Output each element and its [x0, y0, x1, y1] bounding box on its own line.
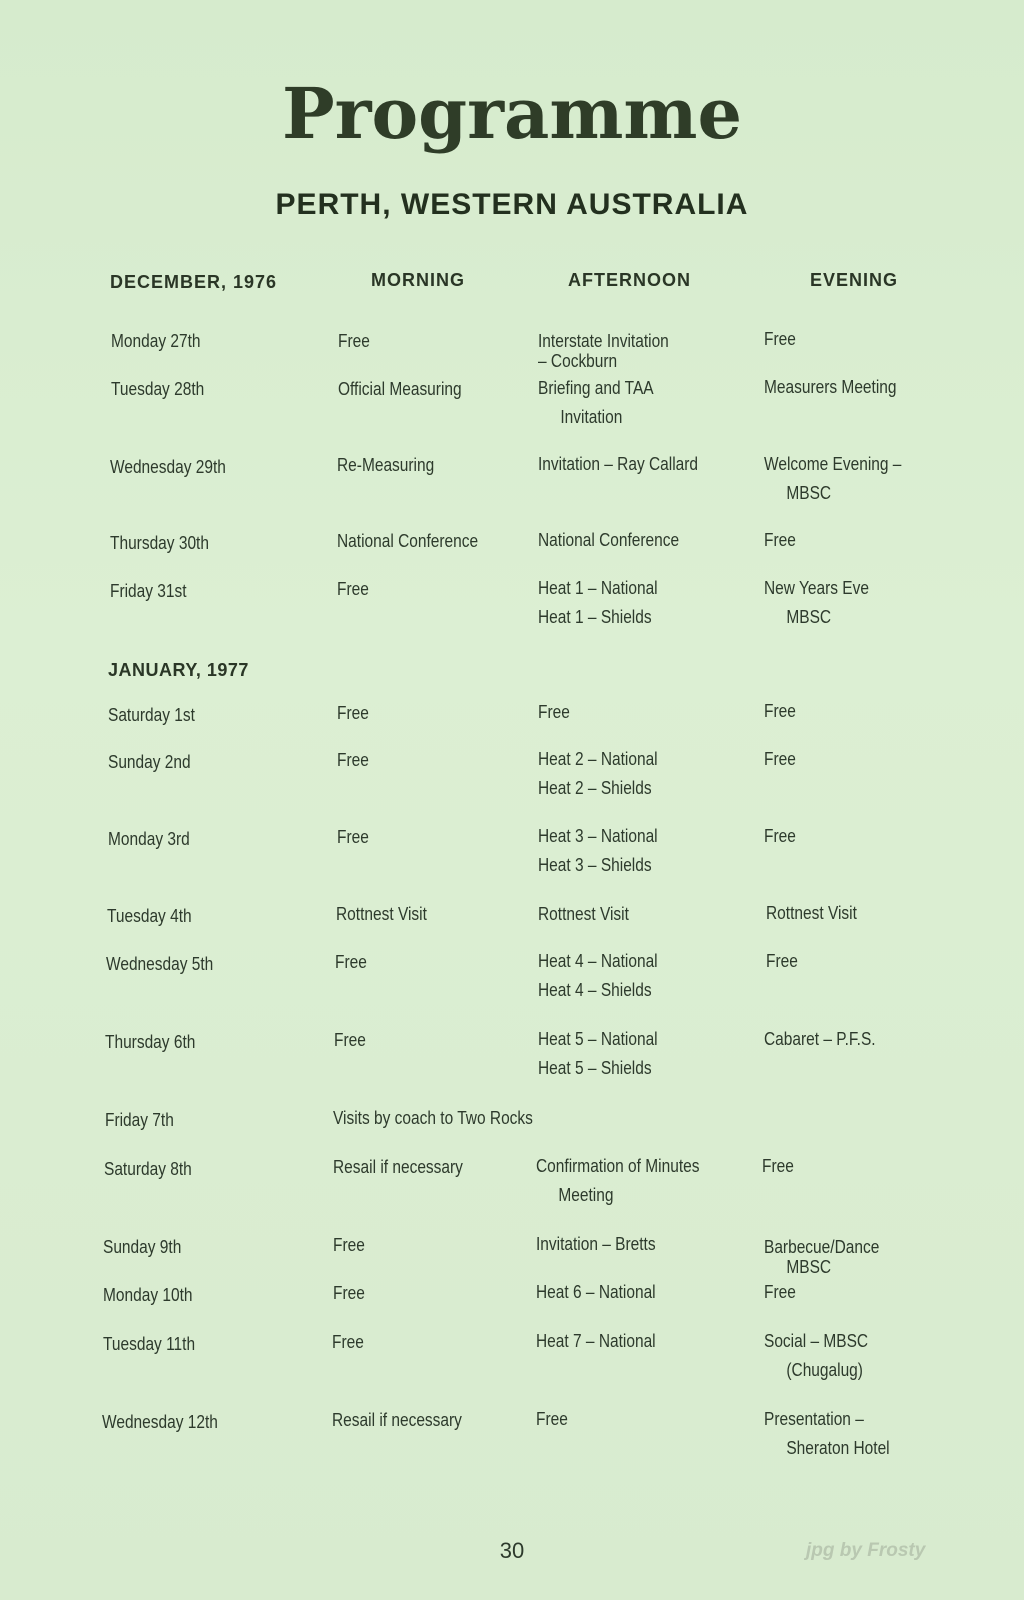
watermark: jpg by Frosty	[806, 1540, 926, 1561]
row-evening: Free	[764, 749, 796, 769]
row-afternoon: National Conference	[538, 530, 680, 550]
row-date: Sunday 9th	[103, 1237, 182, 1257]
row-date: Wednesday 5th	[106, 954, 214, 974]
row-evening: Free	[764, 701, 796, 721]
row-afternoon: Invitation – Bretts	[536, 1234, 656, 1254]
row-morning: Free	[334, 1030, 366, 1050]
row-morning: Resail if necessary	[332, 1410, 462, 1430]
row-morning: Free	[333, 1283, 365, 1303]
column-header-evening: EVENING	[810, 270, 899, 290]
column-header-morning: MORNING	[371, 270, 465, 290]
row-evening: Free	[764, 1282, 796, 1302]
row-morning: Resail if necessary	[333, 1157, 463, 1177]
row-date: Friday 7th	[105, 1110, 174, 1130]
row-morning: Official Measuring	[338, 379, 462, 399]
row-date: Tuesday 4th	[107, 906, 192, 926]
row-afternoon: Heat 3 – National Heat 3 – Shields	[538, 826, 658, 875]
row-date: Tuesday 11th	[103, 1334, 196, 1354]
row-afternoon: Heat 7 – National	[536, 1331, 656, 1351]
row-evening: Free	[764, 329, 796, 349]
row-morning: Free	[335, 952, 367, 972]
row-morning: Free	[337, 750, 369, 770]
column-header-date: DECEMBER, 1976	[110, 272, 278, 292]
row-afternoon: Interstate Invitation – Cockburn	[538, 331, 669, 371]
row-afternoon: Heat 6 – National	[536, 1282, 656, 1302]
row-evening: Welcome Evening – MBSC	[764, 454, 902, 503]
row-date: Wednesday 12th	[102, 1412, 218, 1432]
row-afternoon: Heat 1 – National Heat 1 – Shields	[538, 578, 658, 627]
row-date: Sunday 2nd	[108, 752, 191, 772]
row-evening: Presentation – Sheraton Hotel	[764, 1409, 890, 1458]
row-morning: Visits by coach to Two Rocks	[333, 1108, 533, 1128]
row-evening: Cabaret – P.F.S.	[764, 1029, 876, 1049]
row-afternoon: Heat 2 – National Heat 2 – Shields	[538, 749, 658, 798]
row-evening: New Years Eve MBSC	[764, 578, 869, 627]
row-morning: Re-Measuring	[337, 455, 435, 475]
january-heading: JANUARY, 1977	[108, 660, 249, 680]
row-date: Thursday 30th	[110, 533, 209, 553]
row-date: Friday 31st	[110, 581, 187, 601]
row-evening: Free	[762, 1156, 794, 1176]
row-afternoon: Free	[538, 702, 570, 722]
row-evening: Measurers Meeting	[764, 377, 897, 397]
row-afternoon: Invitation – Ray Callard	[538, 454, 699, 474]
row-afternoon: Confirmation of Minutes Meeting	[536, 1156, 700, 1205]
row-date: Monday 3rd	[108, 829, 190, 849]
row-morning: Free	[338, 331, 370, 351]
page-number: 30	[499, 1538, 525, 1563]
row-afternoon: Briefing and TAA Invitation	[538, 378, 654, 427]
row-evening: Social – MBSC (Chugalug)	[764, 1331, 869, 1380]
row-date: Monday 27th	[111, 331, 201, 351]
page-title: Programme	[281, 72, 743, 155]
row-afternoon: Heat 4 – National Heat 4 – Shields	[538, 951, 658, 1000]
row-afternoon: Rottnest Visit	[538, 904, 629, 924]
row-morning: National Conference	[337, 531, 479, 551]
row-afternoon: Free	[536, 1409, 568, 1429]
row-evening: Free	[764, 826, 796, 846]
row-morning: Free	[333, 1235, 365, 1255]
row-date: Wednesday 29th	[110, 457, 226, 477]
row-evening: Free	[764, 530, 796, 550]
column-header-afternoon: AFTERNOON	[568, 270, 691, 290]
row-afternoon: Heat 5 – National Heat 5 – Shields	[538, 1029, 658, 1078]
row-date: Thursday 6th	[105, 1032, 196, 1052]
row-morning: Free	[332, 1332, 364, 1352]
row-evening: Barbecue/Dance MBSC	[764, 1237, 880, 1277]
row-date: Tuesday 28th	[111, 379, 205, 399]
row-morning: Free	[337, 827, 369, 847]
row-morning: Free	[337, 579, 369, 599]
row-date: Monday 10th	[103, 1285, 193, 1305]
row-morning: Rottnest Visit	[336, 904, 427, 924]
page-subtitle: PERTH, WESTERN AUSTRALIA	[275, 188, 749, 221]
row-morning: Free	[337, 703, 369, 723]
row-date: Saturday 1st	[108, 705, 195, 725]
row-evening: Rottnest Visit	[766, 903, 857, 923]
row-evening: Free	[766, 951, 798, 971]
row-date: Saturday 8th	[104, 1159, 192, 1179]
